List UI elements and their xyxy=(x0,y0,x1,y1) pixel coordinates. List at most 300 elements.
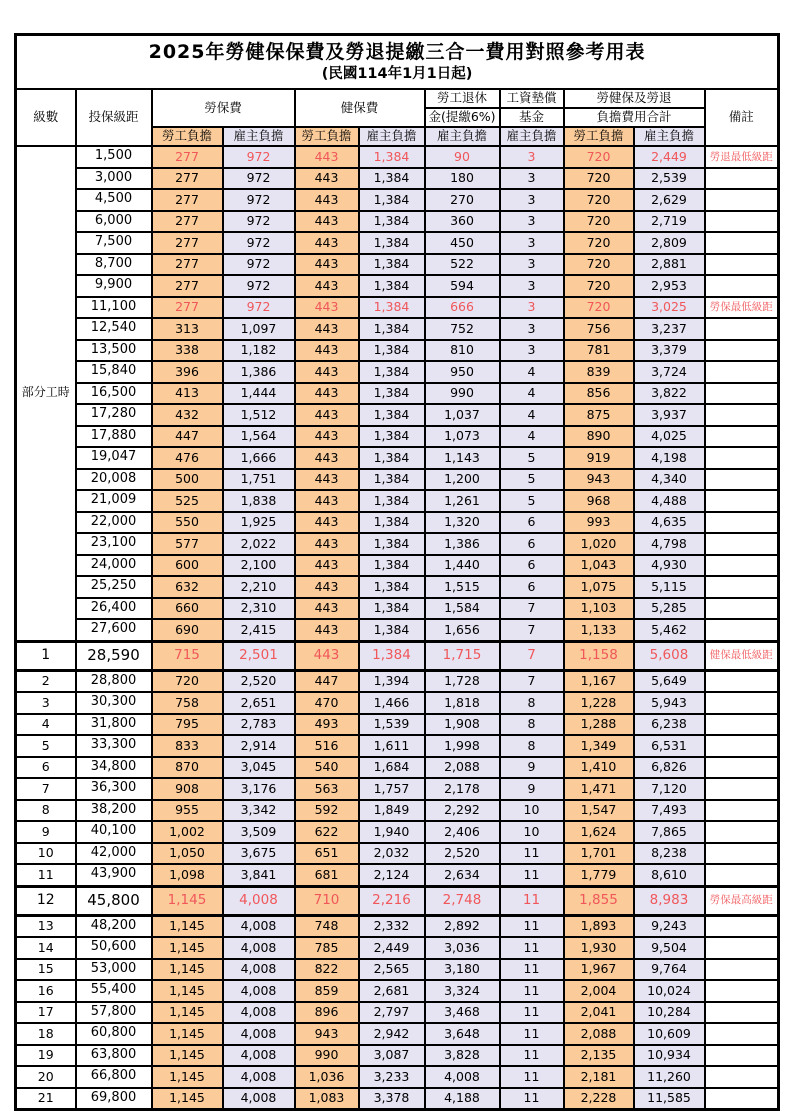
table-row xyxy=(16,232,779,254)
cell-wage-fund-employer: 7 xyxy=(500,619,564,641)
table-row xyxy=(16,821,779,843)
cell-labor-insurance-employee: 447 xyxy=(152,426,223,448)
cell-health-insurance-employee: 896 xyxy=(295,1002,359,1024)
cell-wage-fund-employer: 3 xyxy=(500,189,564,211)
cell-health-insurance-employer: 1,384 xyxy=(359,168,425,190)
cell-bracket: 60,800 xyxy=(76,1023,152,1045)
cell-level: 12 xyxy=(16,886,76,915)
cell-health-insurance-employer: 1,384 xyxy=(359,426,425,448)
cell-labor-insurance-employee: 277 xyxy=(152,254,223,276)
cell-total-employer: 7,120 xyxy=(634,778,705,800)
cell-bracket: 7,500 xyxy=(76,232,152,254)
cell-health-insurance-employee: 443 xyxy=(295,275,359,297)
cell-health-insurance-employee: 651 xyxy=(295,843,359,865)
cell-total-employer: 9,764 xyxy=(634,959,705,981)
cell-pension-employer: 1,386 xyxy=(425,533,500,555)
cell-wage-fund-employer: 5 xyxy=(500,447,564,469)
table-row xyxy=(16,843,779,865)
cell-level: 11 xyxy=(16,864,76,886)
cell-bracket: 50,600 xyxy=(76,937,152,959)
table-row xyxy=(16,361,779,383)
cell-health-insurance-employer: 1,384 xyxy=(359,318,425,340)
cell-health-insurance-employer: 1,384 xyxy=(359,361,425,383)
cell-wage-fund-employer: 3 xyxy=(500,340,564,362)
cell-labor-insurance-employee: 432 xyxy=(152,404,223,426)
cell-pension-employer: 1,715 xyxy=(425,641,500,670)
cell-total-employer: 2,629 xyxy=(634,189,705,211)
cell-labor-insurance-employer: 972 xyxy=(223,189,295,211)
cell-health-insurance-employee: 443 xyxy=(295,447,359,469)
cell-total-employer: 5,649 xyxy=(634,670,705,692)
cell-labor-insurance-employee: 1,145 xyxy=(152,1088,223,1110)
cell-labor-insurance-employer: 1,666 xyxy=(223,447,295,469)
cell-total-employer: 8,983 xyxy=(634,886,705,915)
cell-bracket: 12,540 xyxy=(76,318,152,340)
cell-pension-employer: 3,648 xyxy=(425,1023,500,1045)
cell-labor-insurance-employer: 972 xyxy=(223,211,295,233)
cell-labor-insurance-employer: 4,008 xyxy=(223,915,295,937)
table-row xyxy=(16,641,779,670)
cell-bracket: 45,800 xyxy=(76,886,152,915)
cell-bracket: 36,300 xyxy=(76,778,152,800)
cell-total-employer: 3,237 xyxy=(634,318,705,340)
cell-labor-insurance-employer: 3,045 xyxy=(223,757,295,779)
cell-health-insurance-employer: 3,087 xyxy=(359,1045,425,1067)
cell-labor-insurance-employer: 1,386 xyxy=(223,361,295,383)
cell-total-employer: 5,943 xyxy=(634,692,705,714)
table-row xyxy=(16,340,779,362)
cell-pension-employer: 2,178 xyxy=(425,778,500,800)
cell-labor-insurance-employer: 2,100 xyxy=(223,555,295,577)
cell-health-insurance-employee: 859 xyxy=(295,980,359,1002)
cell-total-employee: 1,288 xyxy=(564,714,634,736)
cell-labor-insurance-employer: 2,501 xyxy=(223,641,295,670)
cell-wage-fund-employer: 11 xyxy=(500,937,564,959)
cell-health-insurance-employee: 443 xyxy=(295,404,359,426)
part-time-group-label: 部分工時 xyxy=(16,146,76,641)
cell-note xyxy=(705,692,779,714)
cell-pension-employer: 3,468 xyxy=(425,1002,500,1024)
table-row xyxy=(16,404,779,426)
cell-health-insurance-employer: 1,384 xyxy=(359,469,425,491)
cell-pension-employer: 1,584 xyxy=(425,598,500,620)
cell-labor-insurance-employee: 1,145 xyxy=(152,959,223,981)
cell-level: 20 xyxy=(16,1066,76,1088)
cell-wage-fund-employer: 6 xyxy=(500,512,564,534)
cell-bracket: 28,800 xyxy=(76,670,152,692)
cell-level: 6 xyxy=(16,757,76,779)
cell-pension-employer: 810 xyxy=(425,340,500,362)
cell-labor-insurance-employer: 4,008 xyxy=(223,980,295,1002)
cell-note xyxy=(705,821,779,843)
cell-total-employer: 6,238 xyxy=(634,714,705,736)
cell-labor-insurance-employee: 313 xyxy=(152,318,223,340)
cell-note xyxy=(705,980,779,1002)
cell-bracket: 55,400 xyxy=(76,980,152,1002)
cell-labor-insurance-employee: 500 xyxy=(152,469,223,491)
cell-note xyxy=(705,533,779,555)
cell-labor-insurance-employer: 2,520 xyxy=(223,670,295,692)
cell-note xyxy=(705,361,779,383)
cell-total-employee: 1,930 xyxy=(564,937,634,959)
cell-level: 16 xyxy=(16,980,76,1002)
cell-wage-fund-employer: 11 xyxy=(500,1066,564,1088)
cell-health-insurance-employer: 1,384 xyxy=(359,598,425,620)
cell-bracket: 19,047 xyxy=(76,447,152,469)
cell-bracket: 1,500 xyxy=(76,146,152,168)
cell-total-employee: 720 xyxy=(564,297,634,319)
cell-note xyxy=(705,1002,779,1024)
cell-labor-insurance-employee: 795 xyxy=(152,714,223,736)
cell-total-employer: 2,449 xyxy=(634,146,705,168)
cell-labor-insurance-employer: 1,838 xyxy=(223,490,295,512)
cell-wage-fund-employer: 4 xyxy=(500,404,564,426)
cell-labor-insurance-employer: 4,008 xyxy=(223,1002,295,1024)
cell-total-employee: 1,471 xyxy=(564,778,634,800)
table-row xyxy=(16,555,779,577)
cell-total-employer: 11,260 xyxy=(634,1066,705,1088)
cell-health-insurance-employer: 1,384 xyxy=(359,146,425,168)
cell-note xyxy=(705,843,779,865)
cell-wage-fund-employer: 11 xyxy=(500,1023,564,1045)
table-row xyxy=(16,959,779,981)
cell-health-insurance-employer: 1,384 xyxy=(359,189,425,211)
cell-total-employer: 4,635 xyxy=(634,512,705,534)
cell-note xyxy=(705,757,779,779)
cell-health-insurance-employer: 1,384 xyxy=(359,275,425,297)
cell-labor-insurance-employer: 1,564 xyxy=(223,426,295,448)
cell-labor-insurance-employee: 908 xyxy=(152,778,223,800)
cell-wage-fund-employer: 7 xyxy=(500,641,564,670)
cell-note xyxy=(705,232,779,254)
cell-labor-insurance-employer: 4,008 xyxy=(223,937,295,959)
cell-labor-insurance-employee: 277 xyxy=(152,297,223,319)
cell-labor-insurance-employee: 632 xyxy=(152,576,223,598)
cell-pension-employer: 1,320 xyxy=(425,512,500,534)
cell-total-employee: 1,158 xyxy=(564,641,634,670)
cell-wage-fund-employer: 11 xyxy=(500,1045,564,1067)
cell-health-insurance-employee: 443 xyxy=(295,318,359,340)
cell-pension-employer: 1,656 xyxy=(425,619,500,641)
cell-bracket: 21,009 xyxy=(76,490,152,512)
table-row xyxy=(16,800,779,822)
cell-labor-insurance-employer: 3,841 xyxy=(223,864,295,886)
cell-pension-employer: 450 xyxy=(425,232,500,254)
cell-health-insurance-employer: 2,681 xyxy=(359,980,425,1002)
cell-pension-employer: 1,515 xyxy=(425,576,500,598)
cell-health-insurance-employee: 516 xyxy=(295,735,359,757)
cell-labor-insurance-employee: 715 xyxy=(152,641,223,670)
cell-wage-fund-employer: 5 xyxy=(500,469,564,491)
cell-total-employer: 2,881 xyxy=(634,254,705,276)
table-row xyxy=(16,1023,779,1045)
cell-labor-insurance-employer: 972 xyxy=(223,297,295,319)
cell-wage-fund-employer: 7 xyxy=(500,598,564,620)
col-header-bracket: 投保級距 xyxy=(76,89,152,146)
cell-labor-insurance-employee: 550 xyxy=(152,512,223,534)
cell-health-insurance-employee: 443 xyxy=(295,555,359,577)
cell-note xyxy=(705,340,779,362)
cell-total-employee: 1,779 xyxy=(564,864,634,886)
cell-total-employer: 4,025 xyxy=(634,426,705,448)
cell-health-insurance-employee: 443 xyxy=(295,533,359,555)
cell-pension-employer: 666 xyxy=(425,297,500,319)
cell-wage-fund-employer: 3 xyxy=(500,318,564,340)
cell-labor-insurance-employer: 972 xyxy=(223,168,295,190)
cell-wage-fund-employer: 11 xyxy=(500,843,564,865)
cell-level: 3 xyxy=(16,692,76,714)
cell-bracket: 13,500 xyxy=(76,340,152,362)
table-row xyxy=(16,619,779,641)
cell-note xyxy=(705,254,779,276)
cell-level: 10 xyxy=(16,843,76,865)
cell-note: 勞保最低級距 xyxy=(705,297,779,319)
cell-labor-insurance-employer: 972 xyxy=(223,146,295,168)
cell-total-employee: 856 xyxy=(564,383,634,405)
cell-total-employer: 7,865 xyxy=(634,821,705,843)
cell-bracket: 9,900 xyxy=(76,275,152,297)
cell-total-employee: 781 xyxy=(564,340,634,362)
cell-labor-insurance-employer: 1,925 xyxy=(223,512,295,534)
cell-pension-employer: 3,828 xyxy=(425,1045,500,1067)
cell-total-employee: 756 xyxy=(564,318,634,340)
cell-total-employee: 1,133 xyxy=(564,619,634,641)
cell-wage-fund-employer: 3 xyxy=(500,297,564,319)
cell-health-insurance-employee: 990 xyxy=(295,1045,359,1067)
cell-labor-insurance-employer: 1,097 xyxy=(223,318,295,340)
cell-pension-employer: 950 xyxy=(425,361,500,383)
cell-level: 8 xyxy=(16,800,76,822)
cell-note xyxy=(705,1045,779,1067)
cell-labor-insurance-employee: 1,050 xyxy=(152,843,223,865)
cell-total-employee: 1,075 xyxy=(564,576,634,598)
cell-labor-insurance-employee: 277 xyxy=(152,211,223,233)
cell-total-employer: 4,930 xyxy=(634,555,705,577)
cell-health-insurance-employee: 443 xyxy=(295,211,359,233)
table-row xyxy=(16,211,779,233)
cell-total-employer: 3,822 xyxy=(634,383,705,405)
cell-bracket: 43,900 xyxy=(76,864,152,886)
cell-labor-insurance-employee: 690 xyxy=(152,619,223,641)
cell-health-insurance-employee: 443 xyxy=(295,189,359,211)
cell-wage-fund-employer: 3 xyxy=(500,168,564,190)
cell-labor-insurance-employee: 1,145 xyxy=(152,1045,223,1067)
fee-comparison-table xyxy=(14,33,780,1111)
cell-pension-employer: 2,088 xyxy=(425,757,500,779)
cell-total-employee: 1,020 xyxy=(564,533,634,555)
cell-health-insurance-employer: 2,565 xyxy=(359,959,425,981)
cell-total-employee: 720 xyxy=(564,146,634,168)
cell-note xyxy=(705,490,779,512)
cell-wage-fund-employer: 4 xyxy=(500,383,564,405)
page-title: 2025年勞健保保費及勞退提繳三合一費用對照參考用表 xyxy=(148,40,646,63)
cell-total-employer: 4,198 xyxy=(634,447,705,469)
cell-total-employee: 943 xyxy=(564,469,634,491)
cell-health-insurance-employee: 443 xyxy=(295,168,359,190)
cell-labor-insurance-employee: 577 xyxy=(152,533,223,555)
cell-total-employee: 2,228 xyxy=(564,1088,634,1110)
cell-note: 健保最低級距 xyxy=(705,641,779,670)
cell-labor-insurance-employee: 413 xyxy=(152,383,223,405)
table-row xyxy=(16,980,779,1002)
cell-health-insurance-employee: 443 xyxy=(295,361,359,383)
cell-bracket: 63,800 xyxy=(76,1045,152,1067)
cell-pension-employer: 1,200 xyxy=(425,469,500,491)
cell-wage-fund-employer: 8 xyxy=(500,735,564,757)
table-row xyxy=(16,670,779,692)
cell-health-insurance-employee: 592 xyxy=(295,800,359,822)
cell-wage-fund-employer: 10 xyxy=(500,821,564,843)
cell-health-insurance-employer: 1,384 xyxy=(359,533,425,555)
cell-health-insurance-employee: 540 xyxy=(295,757,359,779)
cell-health-insurance-employer: 1,384 xyxy=(359,490,425,512)
cell-wage-fund-employer: 11 xyxy=(500,886,564,915)
page-subtitle: (民國114年1月1日起) xyxy=(321,65,473,82)
cell-total-employee: 720 xyxy=(564,254,634,276)
cell-bracket: 4,500 xyxy=(76,189,152,211)
cell-pension-employer: 1,908 xyxy=(425,714,500,736)
cell-health-insurance-employer: 1,384 xyxy=(359,297,425,319)
col-header-total-line2: 負擔費用合計 xyxy=(564,108,705,127)
table-row xyxy=(16,146,779,168)
cell-labor-insurance-employee: 1,145 xyxy=(152,1002,223,1024)
cell-note xyxy=(705,864,779,886)
cell-note xyxy=(705,189,779,211)
cell-total-employee: 2,041 xyxy=(564,1002,634,1024)
cell-note xyxy=(705,937,779,959)
cell-health-insurance-employer: 1,384 xyxy=(359,211,425,233)
table-row xyxy=(16,254,779,276)
cell-pension-employer: 2,892 xyxy=(425,915,500,937)
cell-wage-fund-employer: 6 xyxy=(500,533,564,555)
title-row xyxy=(16,35,779,90)
cell-wage-fund-employer: 9 xyxy=(500,757,564,779)
cell-total-employer: 8,238 xyxy=(634,843,705,865)
cell-labor-insurance-employer: 2,651 xyxy=(223,692,295,714)
subheader-hi-employer: 雇主負擔 xyxy=(359,127,425,146)
cell-health-insurance-employer: 1,384 xyxy=(359,383,425,405)
cell-wage-fund-employer: 6 xyxy=(500,555,564,577)
col-header-health-insurance: 健保費 xyxy=(295,89,425,127)
cell-health-insurance-employer: 1,384 xyxy=(359,555,425,577)
col-header-pension-line1: 勞工退休 xyxy=(425,89,500,108)
cell-total-employer: 10,934 xyxy=(634,1045,705,1067)
cell-labor-insurance-employee: 277 xyxy=(152,232,223,254)
cell-health-insurance-employer: 1,466 xyxy=(359,692,425,714)
subheader-li-employee: 勞工負擔 xyxy=(152,127,223,146)
table-row xyxy=(16,1066,779,1088)
cell-pension-employer: 1,143 xyxy=(425,447,500,469)
cell-health-insurance-employer: 3,233 xyxy=(359,1066,425,1088)
cell-pension-employer: 1,998 xyxy=(425,735,500,757)
cell-level: 18 xyxy=(16,1023,76,1045)
cell-pension-employer: 594 xyxy=(425,275,500,297)
cell-labor-insurance-employee: 758 xyxy=(152,692,223,714)
cell-health-insurance-employee: 443 xyxy=(295,490,359,512)
cell-note xyxy=(705,959,779,981)
cell-labor-insurance-employee: 277 xyxy=(152,168,223,190)
cell-pension-employer: 360 xyxy=(425,211,500,233)
cell-health-insurance-employer: 2,797 xyxy=(359,1002,425,1024)
cell-labor-insurance-employer: 4,008 xyxy=(223,1066,295,1088)
cell-health-insurance-employee: 443 xyxy=(295,254,359,276)
cell-wage-fund-employer: 4 xyxy=(500,426,564,448)
cell-health-insurance-employer: 1,384 xyxy=(359,576,425,598)
cell-note xyxy=(705,1088,779,1110)
subheader-total-employer: 雇主負擔 xyxy=(634,127,705,146)
cell-health-insurance-employer: 1,849 xyxy=(359,800,425,822)
cell-labor-insurance-employee: 277 xyxy=(152,275,223,297)
cell-health-insurance-employer: 1,384 xyxy=(359,619,425,641)
cell-labor-insurance-employer: 3,176 xyxy=(223,778,295,800)
cell-health-insurance-employee: 748 xyxy=(295,915,359,937)
cell-bracket: 17,880 xyxy=(76,426,152,448)
cell-labor-insurance-employee: 277 xyxy=(152,146,223,168)
col-header-total-line1: 勞健保及勞退 xyxy=(564,89,705,108)
cell-note xyxy=(705,447,779,469)
cell-level: 9 xyxy=(16,821,76,843)
cell-total-employee: 968 xyxy=(564,490,634,512)
table-row xyxy=(16,447,779,469)
col-header-level: 級數 xyxy=(16,89,76,146)
cell-wage-fund-employer: 11 xyxy=(500,959,564,981)
cell-bracket: 22,000 xyxy=(76,512,152,534)
cell-health-insurance-employee: 443 xyxy=(295,619,359,641)
cell-wage-fund-employer: 6 xyxy=(500,576,564,598)
cell-note xyxy=(705,915,779,937)
cell-bracket: 16,500 xyxy=(76,383,152,405)
cell-note xyxy=(705,619,779,641)
col-header-pension-line2: 金(提繳6%) xyxy=(425,108,500,127)
cell-bracket: 53,000 xyxy=(76,959,152,981)
cell-bracket: 27,600 xyxy=(76,619,152,641)
cell-total-employee: 1,167 xyxy=(564,670,634,692)
cell-total-employee: 720 xyxy=(564,168,634,190)
cell-total-employee: 720 xyxy=(564,232,634,254)
cell-health-insurance-employer: 1,384 xyxy=(359,340,425,362)
cell-note xyxy=(705,1023,779,1045)
cell-note xyxy=(705,211,779,233)
cell-labor-insurance-employee: 1,002 xyxy=(152,821,223,843)
cell-health-insurance-employer: 1,394 xyxy=(359,670,425,692)
cell-bracket: 40,100 xyxy=(76,821,152,843)
cell-total-employee: 1,410 xyxy=(564,757,634,779)
cell-total-employer: 4,488 xyxy=(634,490,705,512)
col-header-note: 備註 xyxy=(705,89,779,146)
table-row xyxy=(16,275,779,297)
cell-note xyxy=(705,714,779,736)
cell-note xyxy=(705,800,779,822)
cell-pension-employer: 270 xyxy=(425,189,500,211)
cell-note xyxy=(705,555,779,577)
cell-bracket: 69,800 xyxy=(76,1088,152,1110)
table-body xyxy=(16,146,779,1110)
cell-note xyxy=(705,383,779,405)
cell-health-insurance-employee: 443 xyxy=(295,146,359,168)
cell-bracket: 6,000 xyxy=(76,211,152,233)
cell-pension-employer: 1,818 xyxy=(425,692,500,714)
cell-total-employer: 3,724 xyxy=(634,361,705,383)
cell-health-insurance-employer: 1,384 xyxy=(359,404,425,426)
cell-bracket: 38,200 xyxy=(76,800,152,822)
cell-bracket: 28,590 xyxy=(76,641,152,670)
cell-health-insurance-employer: 1,384 xyxy=(359,512,425,534)
cell-total-employer: 9,243 xyxy=(634,915,705,937)
cell-labor-insurance-employee: 870 xyxy=(152,757,223,779)
cell-labor-insurance-employee: 525 xyxy=(152,490,223,512)
cell-pension-employer: 1,073 xyxy=(425,426,500,448)
cell-labor-insurance-employee: 476 xyxy=(152,447,223,469)
